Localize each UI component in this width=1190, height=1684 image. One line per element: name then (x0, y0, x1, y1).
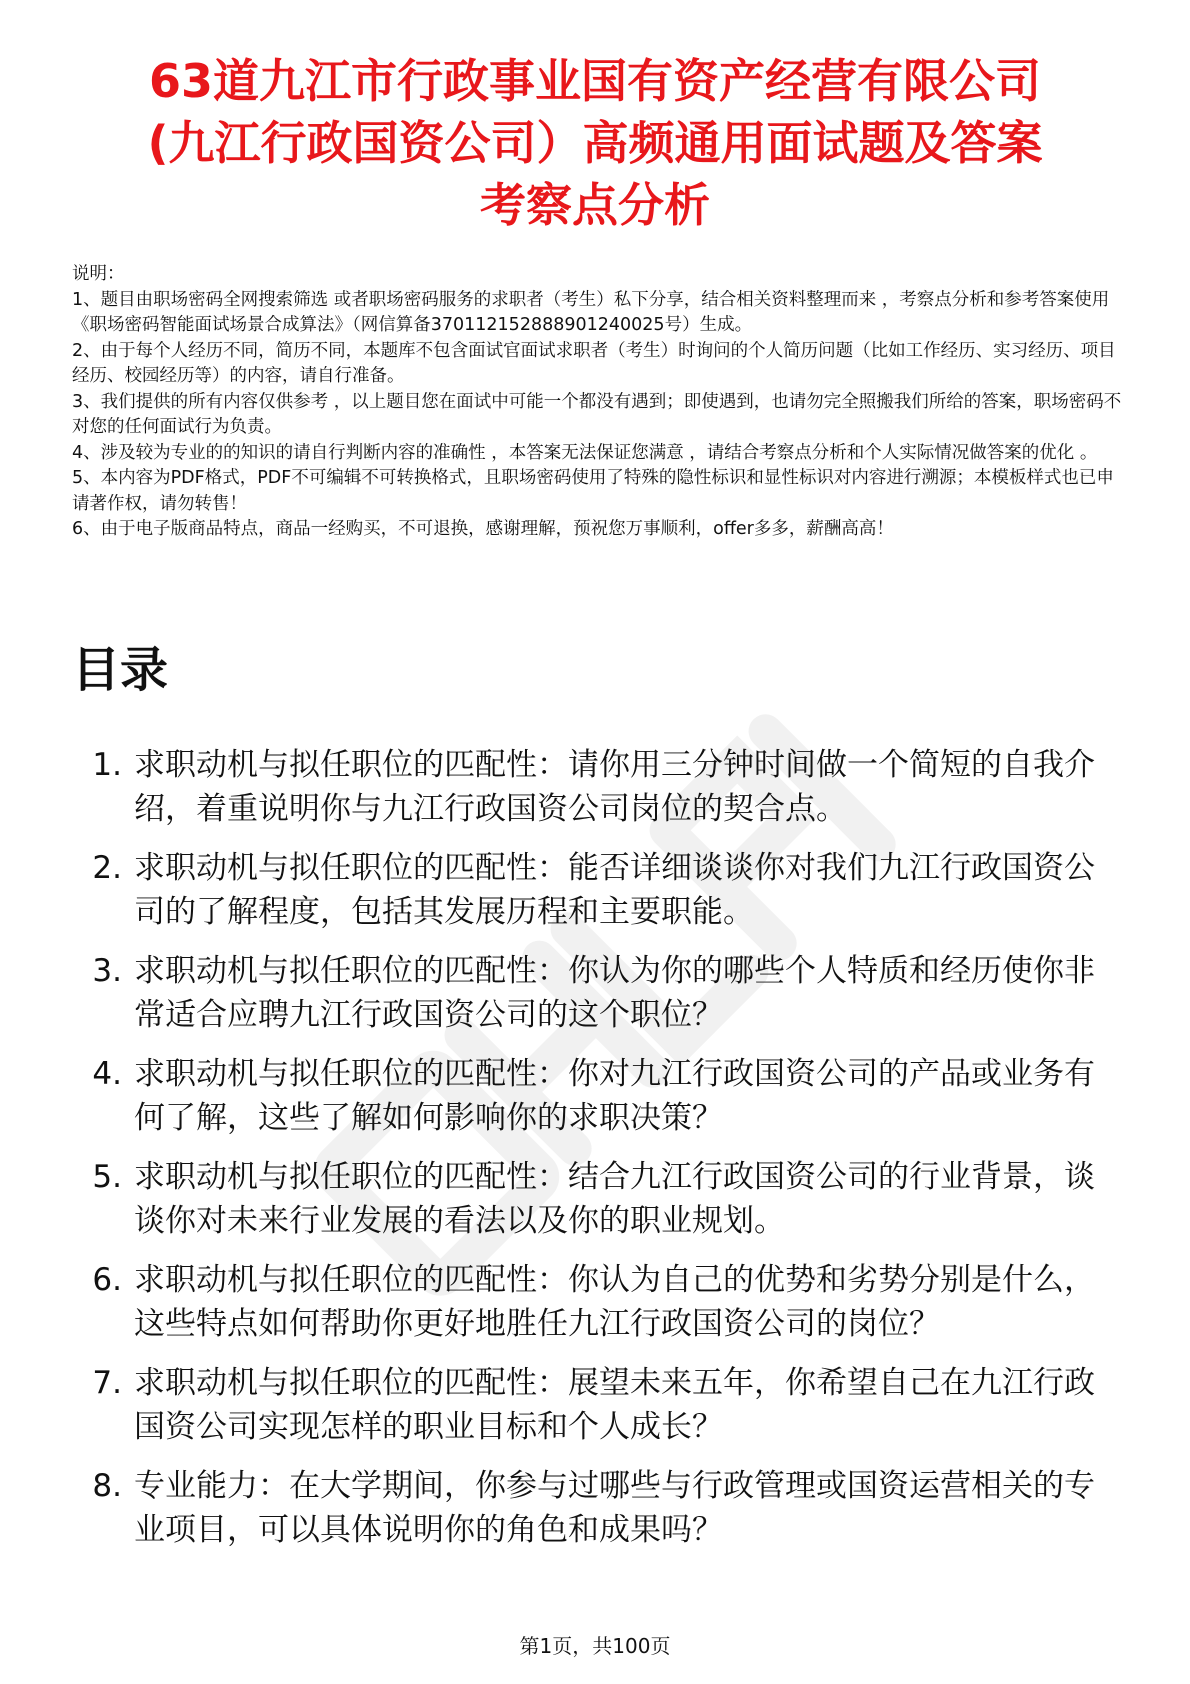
toc-item-number: 2. (92, 850, 122, 886)
document-title (40, 50, 1150, 236)
toc-item-text: 求职动机与拟任职位的匹配性：能否详细谈谈你对我们九江行政国资公司的了解程度，包括其发展历程和主要职能。 (134, 850, 1095, 930)
toc-item-text: 专业能力：在大学期间，你参与过哪些与行政管理或国资运营相关的专业项目，可以具体说明你的角色和成果吗？ (134, 1468, 1095, 1548)
toc-item-number: 6. (92, 1262, 122, 1298)
toc-item-number: 5. (92, 1159, 122, 1195)
note-item: 2、由于每个人经历不同，简历不同，本题库不包含面试官面试求职者（考生）时询问的个人简历问题（比如工作经历、实习经历、项目经历、校园经历等）的内容，请自行准备。 (72, 340, 1116, 386)
note-item: 4、涉及较为专业的的知识的请自行判断内容的准确性 ，本答案无法保证您满意 ，请结合考察点分析和个人实际情况做答案的优化 。 (72, 442, 1098, 463)
disclaimer-notes (72, 262, 1122, 543)
toc-item[interactable] (72, 1258, 1118, 1346)
note-item: 5、本内容为PDF格式，PDF不可编辑不可转换格式，且职场密码使用了特殊的隐性标识和显性标识对内容进行溯源；本模板样式也已申请著作权，请勿转售！ (72, 468, 1114, 514)
note-item: 3、我们提供的所有内容仅供参考 ，以上题目您在面试中可能一个都没有遇到；即使遇到，也请勿完全照搬我们所给的答案，职场密码不对您的任何面试行为负责。 (72, 391, 1122, 437)
toc-item-number: 3. (92, 953, 122, 989)
page-footer: 第1页，共100页 (519, 1634, 671, 1658)
toc-item-number: 8. (92, 1468, 122, 1504)
toc-item-number: 4. (92, 1056, 122, 1092)
toc-item-text: 求职动机与拟任职位的匹配性：结合九江行政国资公司的行业背景，谈谈你对未来行业发展的看法以及你的职业规划。 (134, 1159, 1095, 1239)
note-item: 6、由于电子版商品特点，商品一经购买，不可退换，感谢理解，预祝您万事顺利，offer多多，薪酬高高！ (72, 519, 894, 539)
toc-item-text: 求职动机与拟任职位的匹配性：展望未来五年，你希望自己在九江行政国资公司实现怎样的职业目标和个人成长？ (134, 1365, 1095, 1445)
toc-item-text: 求职动机与拟任职位的匹配性：你对九江行政国资公司的产品或业务有何了解，这些了解如何影响你的求职决策？ (134, 1056, 1095, 1136)
toc-item-text: 求职动机与拟任职位的匹配性：你认为你的哪些个人特质和经历使你非常适合应聘九江行政国资公司的这个职位？ (134, 953, 1095, 1033)
toc-item[interactable] (72, 1052, 1118, 1140)
toc-item-text: 求职动机与拟任职位的匹配性：请你用三分钟时间做一个简短的自我介绍，着重说明你与九江行政国资公司岗位的契合点。 (134, 747, 1095, 827)
title-line: 63道九江市行政事业国有资产经营有限公司 (148, 54, 1041, 108)
toc-item[interactable] (72, 1464, 1118, 1552)
toc-item-text: 求职动机与拟任职位的匹配性：你认为自己的优势和劣势分别是什么，这些特点如何帮助你更好地胜任九江行政国资公司的岗位？ (134, 1262, 1095, 1342)
title-line: (九江行政国资公司）高频通用面试题及答案 (147, 116, 1043, 170)
table-of-contents (72, 743, 1118, 1567)
toc-heading: 目录 (72, 642, 169, 698)
toc-item[interactable] (72, 1361, 1118, 1449)
title-line: 考察点分析 (480, 178, 710, 232)
toc-item[interactable] (72, 949, 1118, 1037)
notes-heading: 说明： (72, 264, 125, 284)
toc-item-number: 1. (92, 747, 122, 783)
toc-item[interactable] (72, 1155, 1118, 1243)
note-item: 1、题目由职场密码全网搜索筛选 或者职场密码服务的求职者（考生）私下分享，结合相关资料整理而来 ，考察点分析和参考答案使用《职场密码智能面试场景合成算法》（网信算备370112152888901240025号）生成。 (72, 289, 1110, 335)
toc-item-number: 7. (92, 1365, 122, 1401)
toc-item[interactable] (72, 846, 1118, 934)
toc-item[interactable] (72, 743, 1118, 831)
